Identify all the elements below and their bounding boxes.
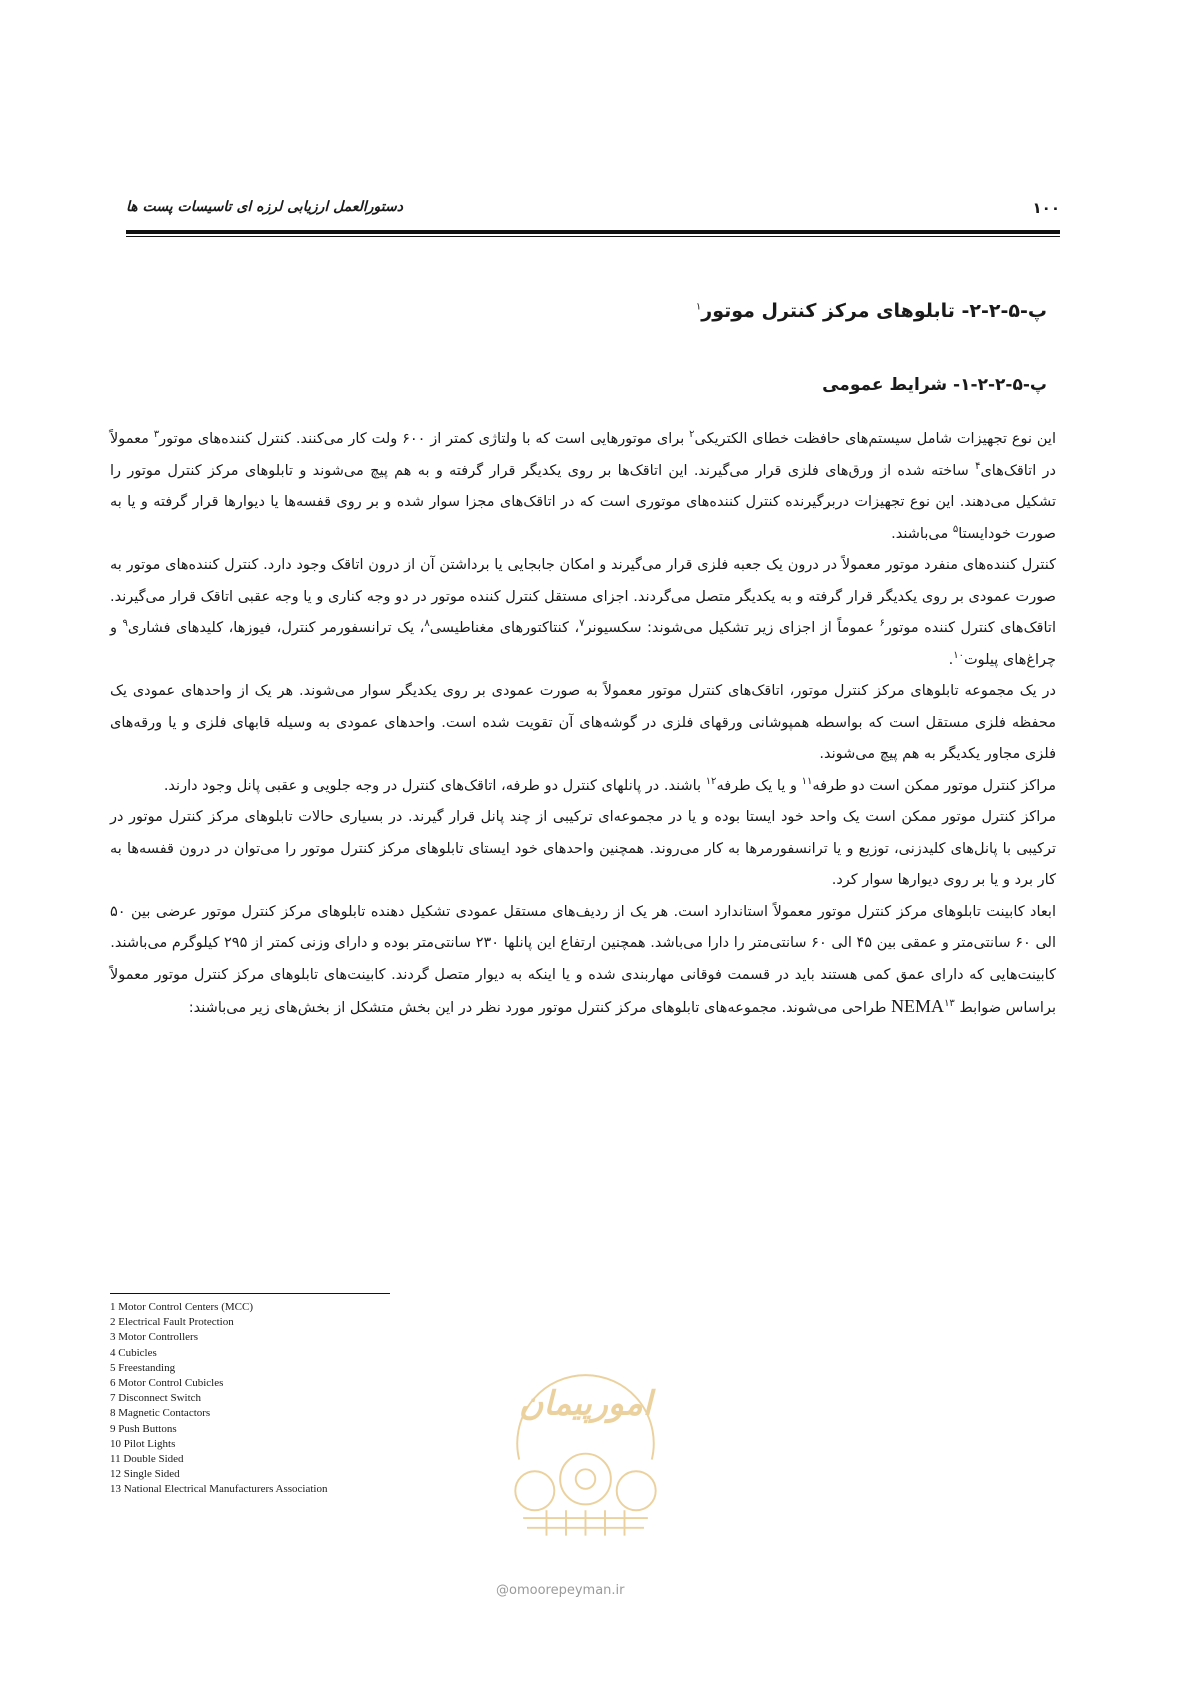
watermark-url: @omoorepeyman.ir — [496, 1583, 625, 1598]
footnote: 1 Motor Control Centers (MCC) — [110, 1301, 253, 1313]
paragraph-3: در یک مجموعه تابلوهای مرکز کنترل موتور، اتاقک‌های کنترل موتور معمولاً به صورت عمودی بر روی یکدیگر سوار می‌شوند. هر یک از واحدهای عمودی یک محفظه فلزی مستقل است که بواسطه همپوشانی ورقهای فلزی در گوشه‌های آن تقویت شده است. واحدهای عمودی به وسیله قابهای فلزی و یا ورقه‌های فلزی مجاور یکدیگر به هم پیچ می‌شوند. — [110, 683, 1056, 762]
footnote: 13 National Electrical Manufacturers Association — [110, 1483, 328, 1496]
footnote-ref: ۱۳ — [944, 998, 955, 1010]
page-number: ۱۰۰ — [1032, 199, 1060, 217]
header-rule-thin — [126, 236, 1060, 237]
footnote: 6 Motor Control Cubicles — [110, 1377, 224, 1390]
header-rule-thick — [126, 230, 1060, 234]
paragraph-6: ابعاد کابینت تابلوهای مرکز کنترل موتور معمولاً استاندارد است. هر یک از ردیف‌های مستقل عمودی تشکیل دهنده تابلوهای مرکز کنترل موتور عرضی بین ۵۰ الی ۶۰ سانتی‌متر و عمقی بین ۴۵ الی ۶۰ سانتی‌متر را دارا می‌باشد. همچنین ارتفاع این پانلها ۲۳۰ سانتی‌متر بوده و دارای وزنی کمتر از ۲۹۵ کیلوگرم می‌باشند. — [110, 903, 1056, 951]
body-text — [110, 424, 1056, 1025]
footnote: 3 Motor Controllers — [110, 1331, 198, 1344]
footnote-ref: ۴ — [975, 460, 981, 472]
footnote-ref: ۱۰ — [953, 649, 964, 661]
footnote: 4 Cubicles — [110, 1346, 157, 1359]
paragraph-4: مراکز کنترل موتور ممکن است دو طرفه$^{۱۱}$ و یا یک طرفه$^{۱۲}$ باشند. در پانلهای کنترل دو طرفه، اتاقک‌های کنترل در وجه جلویی و عقبی پانل وجود دارند. — [163, 775, 1056, 794]
page-header — [126, 195, 1060, 225]
footnote-ref: ۱ — [695, 301, 702, 313]
footnotes — [110, 1300, 327, 1498]
footnote: 10 Pilot Lights — [110, 1437, 176, 1450]
paragraph-1: این نوع تجهیزات شامل سیستم‌های حافظت خطای الکتریکی$^۲$ برای موتورهایی است که با ولتاژی کمتر از ۶۰۰ ولت کار می‌کنند. کنترل کننده‌های موتور$^۳$ معمولاً در اتاقک‌های$^۴$ ساخته شده از ورق‌های فلزی قرار می‌گیرند. این اتاقک‌ها بر روی یکدیگر قرار گرفته و به هم پیچ می‌شوند و تابلوهای مرکز کنترل موتور را تشکیل می‌دهند. این نوع تجهیزات دربرگیرنده کنترل کننده‌های موتوری است که در اتاقک‌های مجزا سوار شده و بر روی قفسه‌ها یا دیوارها قرار گرفته و یا به صورت خودایستا$^۵$ می‌باشند. — [110, 429, 1056, 542]
footnote-ref: ۹ — [122, 618, 128, 630]
footnote-ref: ۷ — [579, 618, 585, 630]
watermark-logo — [488, 1342, 683, 1542]
header-title: دستورالعمل ارزیابی لرزه ای تاسیسات پست ها — [126, 199, 403, 215]
at-icon: @ — [496, 1583, 509, 1598]
footnote: 7 Disconnect Switch — [110, 1392, 202, 1405]
footnote-ref: ۳ — [153, 429, 160, 441]
footnote-ref: ۲ — [689, 429, 695, 441]
footnote: 5 Freestanding — [110, 1361, 176, 1374]
subsection-heading: پ-۵-۲-۲-۱- شرایط عمومی — [822, 375, 1047, 395]
footnote-ref: ۶ — [879, 618, 885, 630]
footnote: 8 Magnetic Contactors — [110, 1407, 211, 1420]
footnote-ref: ۱۲ — [705, 775, 717, 787]
footnote-ref: ۱۱ — [801, 775, 813, 787]
footnote-ref: ۵ — [952, 523, 959, 535]
footnote: 11 Double Sided — [110, 1453, 184, 1466]
paragraph-5: مراکز کنترل موتور ممکن است یک واحد خود ایستا بوده و یا در مجموعه‌ای ترکیبی از چند پانل قرار گیرند. در بسیاری حالات تابلوهای مرکز کنترل موتور در ترکیبی با پانل‌های کلیدزنی، توزیع و یا ترانسفورمرها به کار می‌روند. همچنین واحدهای خود ایستای تابلوهای مرکز کنترل موتور را می‌توان در درون قفسه‌ها به کار برد و یا بر روی دیوارها سوار کرد. — [110, 809, 1056, 888]
footnote: 2 Electrical Fault Protection — [110, 1316, 234, 1329]
section-heading: پ-۵-۲-۲- تابلوهای مرکز کنترل موتور$^۱$ — [695, 300, 1047, 322]
paragraph-7: کابینت‌هایی که دارای عمق کمی هستند باید در قسمت فوقانی مهاربندی شده و یا اینکه به دیوار متصل گردند. کابینت‌های تابلوهای مرکز کنترل موتور معمولاً براساس ضوابط NEMA$^{۱۳}$ طراحی می‌شوند. مجموعه‌های تابلوهای مرکز کنترل موتور مورد نظر در این بخش متشکل از بخش‌های زیر می‌باشند: — [110, 966, 1056, 1016]
watermark-logo-text: امورپیمان — [519, 1383, 652, 1423]
paragraph-2: کنترل کننده‌های منفرد موتور معمولاً در درون یک جعبه فلزی قرار می‌گیرند و امکان جابجایی یا برداشتن آن از درون اتاقک وجود دارد. کنترل کننده‌های موتور به صورت عمودی بر روی یکدیگر قرار گرفته و به یکدیگر متصل می‌گردند. اجزای مستقل کنترل کننده موتور در دو وجه کناری و یا وجه عقبی اتاقک قرار می‌گیرند. اتاقک‌های کنترل کننده موتور$^۶$ عموماً از اجزای زیر تشکیل می‌شوند: سکسیونر$^۷$، کنتاکتورهای مغناطیسی$^۸$، یک ترانسفورمر کنترل، فیوزها، کلیدهای فشاری$^۹$ و چراغ‌های پیلوت$^{۱۰}$. — [110, 557, 1056, 668]
footnote-rule — [110, 1293, 390, 1294]
footnote: 9 Push Buttons — [110, 1422, 177, 1435]
footnote-ref: ۸ — [424, 618, 430, 630]
footnote: 12 Single Sided — [110, 1468, 180, 1481]
